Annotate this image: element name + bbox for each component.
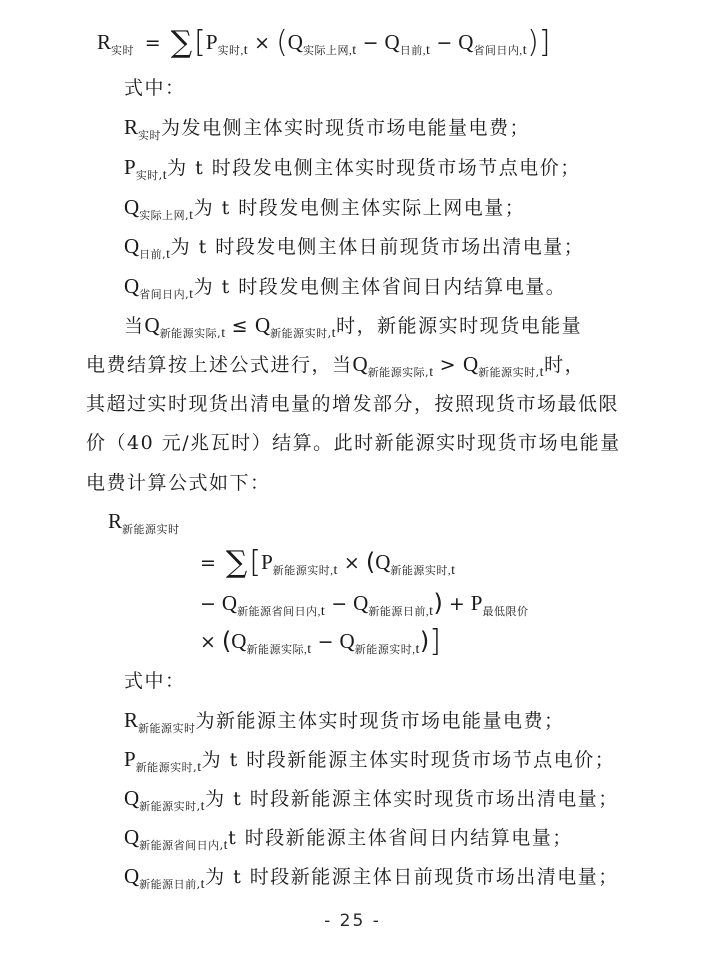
formula-symbol: R — [97, 30, 112, 54]
equals-sign: = — [144, 32, 161, 54]
times-sign: × — [254, 32, 271, 54]
formula-symbol: Q — [384, 30, 400, 54]
definition-item: $P_{实时,t}$为 t 时段发电侧主体实时现货市场节点电价； — [124, 155, 581, 183]
formula-symbol: Q — [458, 30, 474, 54]
formula-symbol: Q — [287, 30, 303, 54]
paragraph-line: 价（40 元/兆瓦时）结算。此时新能源实时现货市场电能量 — [86, 432, 621, 454]
formula-subscript: 实时,t — [217, 43, 249, 58]
definition-item: $R_{新能源实时}$为新能源主体实时现货市场电能量电费； — [124, 708, 565, 735]
definition-item: $Q_{日前,t}$为 t 时段发电侧主体日前现货市场出清电量； — [124, 234, 585, 262]
definition-item: $Q_{新能源实时,t}$为 t 时段新能源主体实时现货市场出清电量； — [124, 786, 619, 814]
paragraph-line: 电费计算公式如下： — [86, 472, 271, 494]
page-number: - 25 - — [324, 911, 381, 931]
minus-sign: − — [362, 32, 379, 54]
where-label: 式中： — [124, 77, 186, 99]
definition-item: $Q_{新能源省间日内,t}t$ 时段新能源主体省间日内结算电量； — [124, 825, 573, 853]
definition-item: $Q_{新能源日前,t}$为 t 时段新能源主体日前现货市场出清电量； — [124, 864, 619, 892]
paragraph-line: 电费结算按上述公式进行，当$Q_{新能源实际,t} > Q_{新能源实时,t}$时， — [86, 352, 586, 380]
formula-new-energy-line3: × $(Q_{新能源实际,t} - Q_{新能源实时,t})$] — [200, 624, 441, 659]
formula-subscript: 省间日内,t — [473, 43, 528, 58]
formula-subscript: 日前,t — [399, 43, 431, 58]
paragraph-line: 其超过实时现货出清电量的增发部分，按照现货市场最低限 — [86, 393, 620, 415]
formula-new-energy-lhs: $R_{新能源实时}$ — [108, 509, 180, 536]
where-label: 式中： — [124, 670, 186, 692]
definition-item: $Q_{省间日内,t}$为 t 时段发电侧主体省间日内结算电量。 — [124, 274, 567, 302]
right-paren: ) — [527, 25, 539, 60]
definition-item: $Q_{实际上网,t}$为 t 时段发电侧主体实际上网电量； — [124, 195, 526, 223]
definition-item: $R_{实时}$为发电侧主体实时现货市场电能量电费； — [124, 115, 531, 142]
formula-new-energy-line1: = $\sum[P_{新能源实时,t} \times (Q_{新能源实时,t}$ — [200, 545, 456, 580]
formula-subscript: 实际上网,t — [302, 43, 357, 58]
left-bracket: [ — [194, 25, 206, 60]
sum-symbol: ∑ — [170, 25, 193, 60]
formula-realtime-energy-fee — [97, 25, 551, 60]
paragraph-line: 当$Q_{新能源实际,t} \le Q_{新能源实时,t}$时，新能源实时现货电能量 — [124, 313, 583, 341]
minus-sign: − — [436, 32, 453, 54]
left-paren: ( — [276, 25, 288, 60]
right-bracket: ] — [538, 25, 551, 60]
formula-new-energy-line2: − $Q_{新能源省间日内,t} - Q_{新能源日前,t}) + P_{最低限价}$ — [200, 589, 529, 619]
formula-symbol: P — [205, 30, 218, 54]
formula-subscript: 实时 — [111, 45, 135, 57]
definition-item: $P_{新能源实时,t}$为 t 时段新能源主体实时现货市场节点电价； — [124, 747, 616, 775]
